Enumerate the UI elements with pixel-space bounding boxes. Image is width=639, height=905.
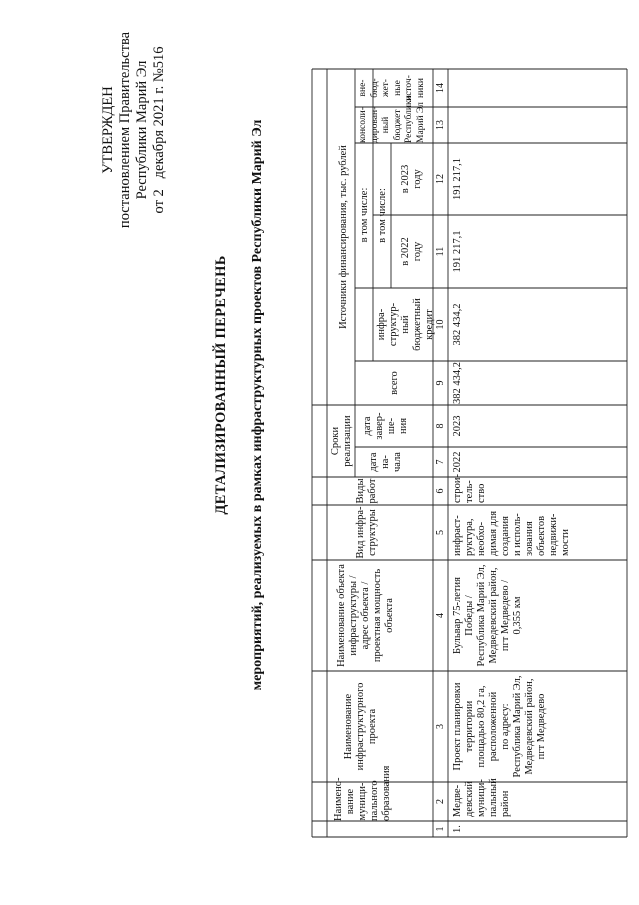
header-total: всего xyxy=(389,371,400,395)
header-start-date: дата на- чала xyxy=(368,452,403,472)
cell-total: 382 434,2 xyxy=(452,362,463,404)
document-title: ДЕТАЛИЗИРОВАННЫЙ ПЕРЕЧЕНЬ xyxy=(213,255,229,515)
cell-end-date: 2023 xyxy=(452,415,463,437)
header-extrabudgetary-sources: вне- бюд- жет- ные источ- ники xyxy=(358,75,426,101)
cell-project: Проект планировки территории площадью 80,2 га, расположенной по адресу: Республика Марий Эл, Медведевский район, пгт Медведево xyxy=(452,675,547,778)
header-including: в том числе: xyxy=(359,187,370,243)
header-project: Наименование инфраструктурного проекта xyxy=(343,682,378,771)
column-number: 14 xyxy=(435,83,446,93)
header-end-date: дата завер- ше- ния xyxy=(362,412,409,440)
column-number: 9 xyxy=(435,380,446,386)
cell-object: Бульвар 75-летия Победы / Республика Марий Эл, Медведевский район, пгт Медведево / 0,355 км xyxy=(452,564,523,667)
column-number: 4 xyxy=(435,613,446,618)
column-number: 12 xyxy=(435,174,446,184)
column-number: 7 xyxy=(435,459,446,465)
header-infra-type: Вид инфра- структуры xyxy=(355,506,378,559)
cell-infra-type: инфраст- руктура, необхо- димая для создания и исполь- зования объектов недвижи- мости xyxy=(452,510,571,556)
column-number: 8 xyxy=(435,423,446,429)
header-year-2022: в 2022 году xyxy=(400,237,423,266)
cell-credit: 382 434,2 xyxy=(452,303,463,346)
column-number: 1 xyxy=(435,826,446,832)
header-work-type: Виды работ xyxy=(355,478,378,504)
cell-municipality: Медве- девский муници- пальный район xyxy=(452,778,511,817)
cell-start-date: 2022 xyxy=(452,451,463,473)
header-credit: инфра- структур- ный бюджетный кредит xyxy=(376,298,435,351)
approval-date: от 2 декабря 2021 г. №516 xyxy=(151,46,167,214)
column-number: 13 xyxy=(435,120,446,130)
column-number: 11 xyxy=(435,246,446,257)
row-number: 1. xyxy=(452,825,463,833)
header-consolidated-budget: консоли- дирован- ный бюджет Республики Марий Эл xyxy=(358,95,426,143)
cell-year-2023: 191 217,1 xyxy=(452,158,463,200)
column-number: 6 xyxy=(435,488,446,494)
document-subtitle: мероприятий, реализуемых в рамках инфраструктурных проектов Республики Марий Эл xyxy=(250,119,265,691)
header-year-2023: в 2023 году xyxy=(400,164,423,194)
header-funding-sources: Источники финансирования, тыс. рублей xyxy=(338,145,349,329)
header-municipality: Наимено- вание муници- пального образования xyxy=(333,765,392,821)
cell-year-2022: 191 217,1 xyxy=(452,230,463,273)
column-number: 10 xyxy=(435,319,446,330)
column-number: 2 xyxy=(435,799,446,804)
approval-line: постановлением Правительства xyxy=(117,31,133,229)
column-number: 3 xyxy=(435,724,446,729)
approval-line: УТВЕРЖДЕН xyxy=(100,86,116,174)
cell-work-type: строи- тель- ство xyxy=(452,474,487,503)
header-terms: Сроки реализации xyxy=(330,415,353,467)
header-object: Наименование объекта инфраструктуры / адрес объекта / проектная мощность объекта xyxy=(336,564,395,667)
approval-line: Республики Марий Эл xyxy=(134,60,150,200)
header-including-years: в том числе: xyxy=(377,188,388,243)
column-number: 5 xyxy=(435,530,446,535)
